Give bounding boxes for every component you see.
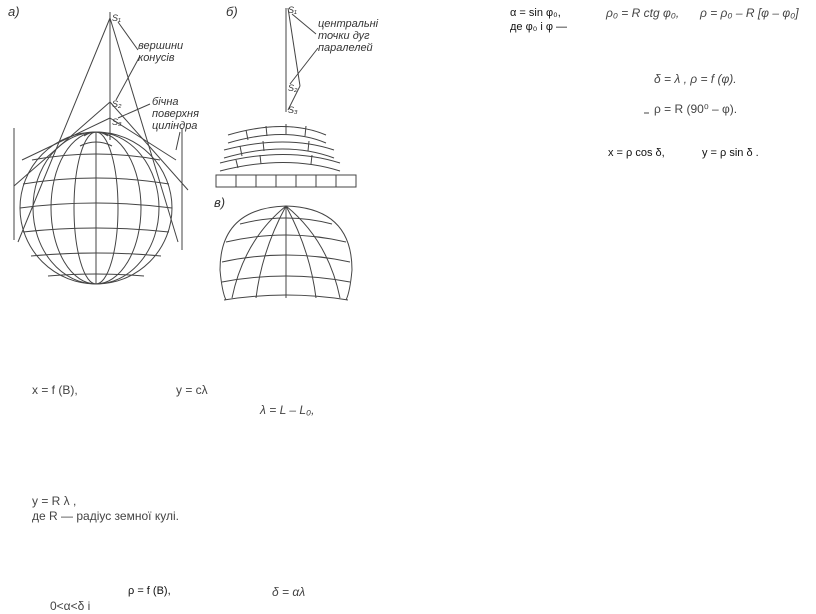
- formula-radius-note: де R — радіус земної кулі.: [32, 509, 179, 523]
- point-s3-b: S₃: [288, 105, 298, 115]
- formula-y-clambda: y = cλ: [176, 383, 208, 397]
- caption-arc-centers: центральні точки дуг паралелей: [318, 18, 379, 54]
- formula-x-cos: x = ρ cos δ,: [608, 147, 665, 159]
- formula-rho-90: ρ = R (90⁰ – φ).: [654, 102, 738, 116]
- formula-where: де φ₀ і φ —: [510, 21, 568, 33]
- point-s2-a: S₂: [112, 99, 122, 109]
- point-s3-a: S₃: [112, 117, 122, 127]
- panel-c-label: в): [214, 195, 226, 210]
- formula-rho-ctg: ρ₀ = R ctg φ₀,: [606, 6, 680, 20]
- formula-rho-diff: ρ = ρ₀ – R [φ – φ₀]: [700, 6, 799, 20]
- formula-x-fB: x = f (B),: [32, 383, 78, 397]
- formula-alpha: α = sin φ₀,: [510, 7, 561, 19]
- formula-rho-fB: ρ = f (B),: [128, 585, 171, 597]
- formula-y-sin: y = ρ sin δ .: [702, 147, 759, 159]
- point-s1-a: S₁: [112, 13, 121, 23]
- panel-b-label: б): [226, 4, 238, 19]
- formula-y-Rlambda: y = R λ ,: [32, 494, 77, 508]
- point-s1-b: S₁: [288, 5, 297, 15]
- point-s2-b: S₂: [288, 83, 298, 93]
- formula-inequality: 0<α<δ і: [50, 599, 91, 613]
- caption-cone-vertices: вершини конусів: [138, 40, 184, 64]
- panel-c-drawing: [220, 206, 352, 300]
- formula-delta-lambda: δ = λ , ρ = f (φ).: [654, 72, 737, 86]
- panel-a-label: а): [8, 4, 20, 19]
- formula-delta-alambda: δ = αλ: [272, 585, 306, 599]
- caption-cylinder-surface: бічна поверхня циліндра: [152, 96, 199, 132]
- formula-lambda-L: λ = L – L₀,: [260, 403, 315, 417]
